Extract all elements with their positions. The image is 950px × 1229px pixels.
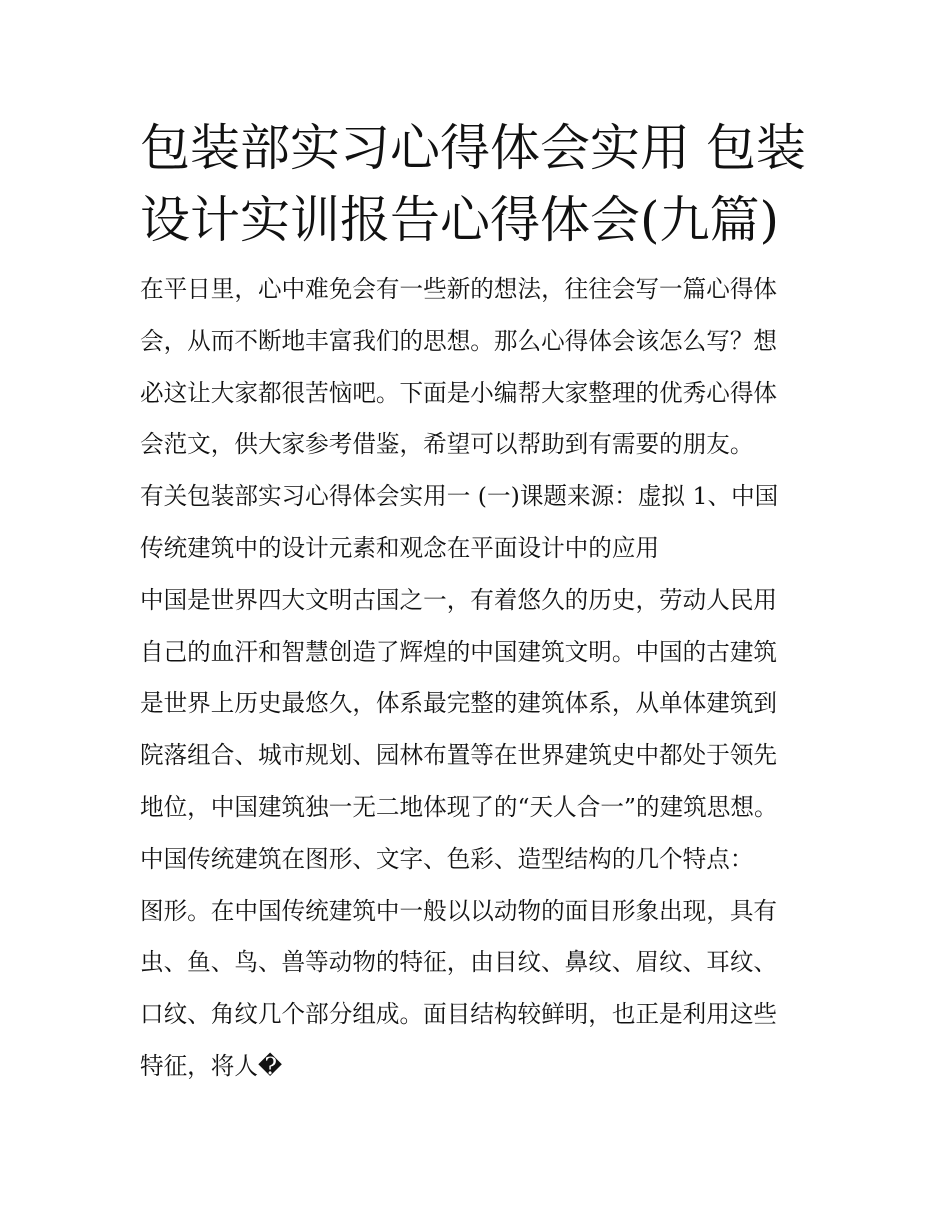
- text-line: 会，从而不断地丰富我们的思想。那么心得体会该怎么写？想: [140, 326, 778, 355]
- history-paragraph: [140, 575, 820, 834]
- text-line: 虫、鱼、鸟、兽等动物的特征，由目纹、鼻纹、眉纹、耳纹、: [140, 948, 778, 977]
- text-line: 图形。在中国传统建筑中一般以以动物的面目形象出现，具有: [140, 896, 778, 925]
- text-line: 会范文，供大家参考借鉴，希望可以帮助到有需要的朋友。: [140, 430, 754, 459]
- features-intro-paragraph: [140, 834, 820, 886]
- title-line: 包装部实习心得体会实用 包装: [140, 119, 806, 177]
- text-line: 地位，中国建筑独一无二地体现了的“天人合一”的建筑思想。: [140, 792, 778, 821]
- graphics-paragraph: [140, 886, 820, 1093]
- text-line: 中国传统建筑在图形、文字、色彩、造型结构的几个特点：: [140, 844, 754, 873]
- title-line: 设计实训报告心得体会(九篇): [140, 191, 780, 249]
- text-line: 必这让大家都很苦恼吧。下面是小编帮大家整理的优秀心得体: [140, 378, 778, 407]
- document-page: [140, 112, 820, 1093]
- text-line: 自己的血汗和智慧创造了辉煌的中国建筑文明。中国的古建筑: [140, 637, 778, 666]
- text-line: 院落组合、城市规划、园林布置等在世界建筑史中都处于领先: [140, 741, 778, 770]
- section-heading-paragraph: [140, 471, 820, 575]
- text-line: 特征，将人�: [140, 1051, 283, 1080]
- text-line: 有关包装部实习心得体会实用一 (一)课题来源：虚拟 1、中国: [140, 482, 779, 511]
- text-line: 在平日里，心中难免会有一些新的想法，往往会写一篇心得体: [140, 275, 778, 303]
- document-title: [140, 112, 820, 256]
- text-line: 中国是世界四大文明古国之一，有着悠久的历史，劳动人民用: [140, 585, 778, 614]
- text-line: 传统建筑中的设计元素和观念在平面设计中的应用: [140, 533, 660, 562]
- text-line: 口纹、角纹几个部分组成。面目结构较鲜明，也正是利用这些: [140, 1000, 778, 1029]
- text-line: 是世界上历史最悠久，体系最完整的建筑体系，从单体建筑到: [140, 689, 778, 718]
- intro-paragraph: [140, 264, 820, 471]
